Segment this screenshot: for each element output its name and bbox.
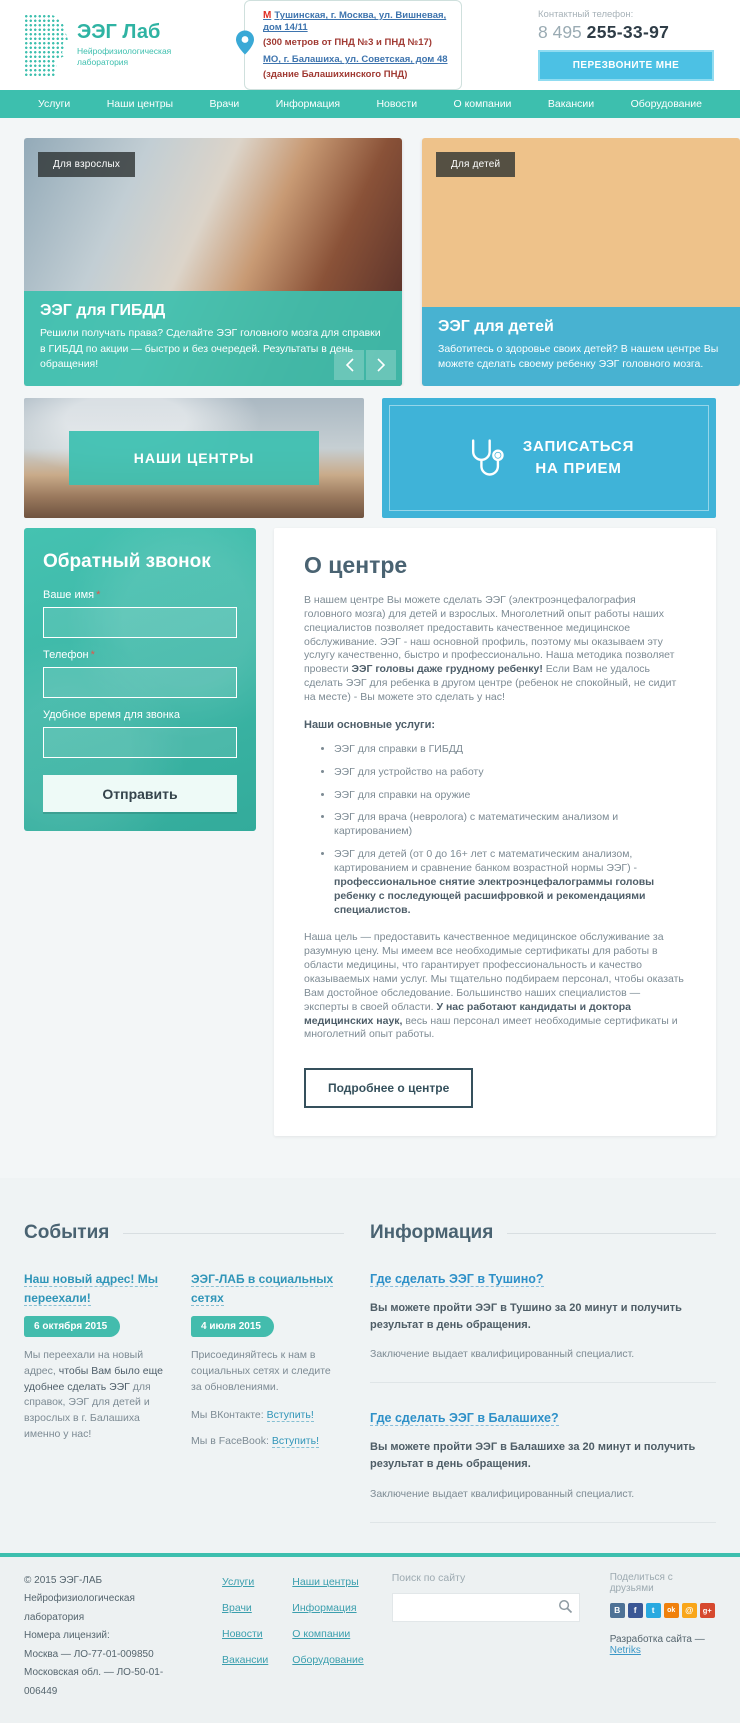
map-pin-icon	[236, 31, 254, 60]
callback-form	[24, 528, 256, 831]
nav-item-news[interactable]: Новости	[376, 98, 418, 110]
info-item	[370, 1270, 716, 1383]
required-mark: *	[96, 589, 101, 601]
our-centers-banner[interactable]	[24, 398, 364, 518]
nav-item-centers[interactable]: Наши центры	[106, 98, 174, 110]
footer-link-vacancies[interactable]: Вакансии	[222, 1653, 269, 1666]
slide-title: ЭЭГ для детей	[438, 317, 554, 335]
search-button[interactable]	[555, 1596, 576, 1620]
nav-item-services[interactable]: Услуги	[38, 98, 71, 110]
nav-item-about-company[interactable]: О компании	[453, 98, 512, 110]
info-title-link-balashiha[interactable]: Где сделать ЭЭГ в Балашихе?	[370, 1411, 559, 1426]
service-item: • ЭЭГ для справки в ГИБДД	[334, 743, 686, 757]
chevron-right-icon	[377, 358, 386, 372]
footer-link-equipment[interactable]: Оборудование	[292, 1653, 364, 1666]
slider-prev-button[interactable]	[334, 350, 364, 380]
phone-field[interactable]	[43, 667, 237, 698]
heading-divider	[507, 1233, 716, 1234]
appointment-banner[interactable]	[382, 398, 716, 518]
about-title: О центре	[304, 552, 408, 578]
metro-icon: М	[263, 10, 272, 22]
service-item: • ЭЭГ для устройство на работу	[334, 766, 686, 780]
info-item	[370, 1409, 716, 1522]
news-date-badge: 4 июля 2015	[191, 1316, 274, 1337]
name-field[interactable]	[43, 607, 237, 638]
service-item: • ЭЭГ для детей (от 0 до 16+ лет с математическим анализом, картированием и сравнение банком возрастной нормы ЭЭГ) - профессиональное снятие электроэнцефалограммы головы ребенку с последующей расшифровкой и рекомендациями специалистов.	[334, 848, 686, 917]
main-content-row	[24, 528, 716, 1136]
footer-nav	[222, 1572, 364, 1702]
chevron-left-icon	[345, 358, 354, 372]
fb-join-link[interactable]: Вступить!	[271, 1435, 320, 1448]
address-link-balashiha[interactable]: МО, г. Балашиха, ул. Советская, дом 48	[263, 54, 448, 66]
mailru-icon[interactable]: @	[682, 1603, 697, 1618]
info-lead: Вы можете пройти ЭЭГ в Балашихе за 20 минут и получить результат в день обращения.	[370, 1441, 696, 1471]
address-link-tushino[interactable]: М Тушинская, г. Москва, ул. Вишневая, дом 14/11	[263, 10, 447, 34]
about-center-card	[274, 528, 716, 1136]
social-icons	[610, 1603, 716, 1618]
copyright: © 2015 ЭЭГ-ЛАБ	[24, 1574, 103, 1586]
our-centers-label: НАШИ ЦЕНТРЫ	[69, 431, 319, 485]
info-lead: Вы можете пройти ЭЭГ в Тушино за 20 минут и получить результат в день обращения.	[370, 1302, 682, 1332]
facebook-icon[interactable]: f	[628, 1603, 643, 1618]
twitter-icon[interactable]: t	[646, 1603, 661, 1618]
lower-section	[0, 1178, 740, 1552]
contact-label: Контактный телефон:	[538, 9, 634, 20]
appointment-label: ЗАПИСАТЬСЯ НА ПРИЕМ	[522, 437, 635, 477]
phone-field-label: Телефон *	[43, 649, 95, 661]
logo-title: ЭЭГ Лаб	[77, 21, 161, 44]
services-list	[334, 743, 686, 918]
slide-text: Решили получать права? Сделайте ЭЭГ головного мозга для справки в ГИБДД по акции — быстро и без очередей. Результаты в день обращения!	[40, 327, 381, 370]
info-text: Заключение выдает квалифицированный специалист.	[370, 1487, 635, 1500]
logo-face-icon	[24, 14, 68, 76]
nav-item-equipment[interactable]: Оборудование	[630, 98, 702, 110]
info-text: Заключение выдает квалифицированный специалист.	[370, 1348, 635, 1361]
call-me-back-button[interactable]: ПЕРЕЗВОНИТЕ МНЕ	[538, 50, 714, 81]
news-item	[24, 1270, 177, 1447]
license-region: Московская обл. — ЛО-50-01-006449	[24, 1667, 164, 1697]
site-header	[0, 0, 740, 90]
service-item: • ЭЭГ для справки на оружие	[334, 789, 686, 803]
credits: Разработка сайта — Netriks	[609, 1633, 705, 1656]
news-title-link[interactable]: Наш новый адрес! Мы переехали!	[24, 1272, 158, 1305]
slide-eeg-children[interactable]	[422, 138, 740, 386]
banner-row	[24, 398, 716, 518]
about-paragraph-2: Наша цель — предоставить качественное медицинское обслуживание за разумную цену. Мы имеем все необходимые сертификаты для работы в области медицины, что гарантирует профессиональность и качество оказываемых нами услуг. Мы тщательно подбираем персонал, чтобы оказать Вам достойное обследование. Большинство наших специалистов — эксперты в своей области. У нас работают кандидаты и доктора медицинских наук, весь наш персонал имеет необходимые сертификаты и многолетний опыт работы.	[304, 931, 684, 1041]
slide-overlay	[422, 307, 740, 386]
slide-eeg-gibdd[interactable]	[24, 138, 402, 386]
netriks-link[interactable]: Netriks	[609, 1644, 641, 1656]
footer-link-information[interactable]: Информация	[292, 1601, 357, 1614]
info-title-link-tushino[interactable]: Где сделать ЭЭГ в Тушино?	[370, 1272, 544, 1287]
slider-next-button[interactable]	[366, 350, 396, 380]
nav-item-information[interactable]: Информация	[275, 98, 341, 110]
slide-badge-children: Для детей	[436, 152, 515, 177]
footer-link-doctors[interactable]: Врачи	[222, 1601, 252, 1614]
company-name: Нейрофизиологическая лаборатория	[24, 1593, 135, 1623]
stethoscope-icon	[464, 435, 508, 481]
events-column	[24, 1222, 344, 1522]
slide-badge-adults: Для взрослых	[38, 152, 135, 177]
phone-number: 8 495 255-33-97	[538, 22, 670, 42]
slider-arrows	[334, 350, 396, 380]
license-moscow: Москва — ЛО-77-01-009850	[24, 1648, 154, 1660]
share-label: Поделиться с друзьями	[609, 1571, 673, 1594]
licenses-label: Номера лицензий:	[24, 1630, 110, 1642]
fb-join-line: Мы в FaceBook: Вступить!	[191, 1435, 320, 1448]
site-logo[interactable]	[24, 14, 228, 76]
news-item	[191, 1270, 344, 1447]
hero-slider	[24, 138, 740, 386]
site-search	[392, 1572, 580, 1702]
events-heading: События	[24, 1222, 110, 1244]
odnoklassniki-icon[interactable]: ok	[664, 1603, 679, 1618]
vk-join-line: Мы ВКонтакте: Вступить!	[191, 1409, 314, 1422]
nav-item-vacancies[interactable]: Вакансии	[547, 98, 595, 110]
search-icon	[558, 1599, 573, 1614]
contact-block	[538, 9, 716, 81]
news-title-link[interactable]: ЭЭГ-ЛАБ в социальных сетях	[191, 1272, 334, 1305]
footer-link-centers[interactable]: Наши центры	[292, 1575, 359, 1588]
time-field[interactable]	[43, 727, 237, 758]
more-about-center-button[interactable]: Подробнее о центре	[304, 1068, 473, 1108]
vk-icon[interactable]: В	[610, 1603, 625, 1618]
news-date-badge: 6 октября 2015	[24, 1316, 120, 1337]
logo-subtitle: Нейрофизиологическая лаборатория	[77, 46, 172, 67]
information-heading: Информация	[370, 1222, 494, 1244]
information-column	[370, 1222, 716, 1522]
footer-link-services[interactable]: Услуги	[222, 1575, 255, 1588]
news-text: Мы переехали на новый адрес, чтобы Вам было еще удобнее сделать ЭЭГ для справок, ЭЭГ для детей и взрослых в г. Балашиха именно у нас!	[24, 1349, 163, 1440]
nav-item-doctors[interactable]: Врачи	[209, 98, 240, 110]
address-note-tushino: (300 метров от ПНД №3 и ПНД №17)	[263, 36, 432, 48]
footer-company-info	[24, 1572, 196, 1702]
address-note-balashiha: (здание Балашихинского ПНД)	[263, 68, 408, 80]
heading-divider	[123, 1233, 344, 1234]
footer-share	[610, 1572, 716, 1702]
required-mark: *	[90, 649, 95, 661]
search-label: Поиск по сайту	[391, 1571, 466, 1584]
about-paragraph-1: В нашем центре Вы можете сделать ЭЭГ (электроэнцефалография головного мозга) для детей и взрослых. Многолетний опыт работы наших специалистов позволяет предоставить качественное медицинское обслуживание. ЭЭГ - наш основной профиль, поэтому мы оказываем эту услугу качественно, быстро и профессионально. Наша методика позволяет провести ЭЭГ головы даже грудному ребенку! Если Вам не удалось сделать ЭЭГ для ребенка в другом центре (ребенок не спокойный, не сидит на месте) - Вы можете это сделать у нас!	[304, 594, 677, 704]
main-nav	[0, 90, 740, 118]
callback-form-title: Обратный звонок	[43, 551, 211, 572]
name-field-label: Ваше имя *	[43, 589, 101, 601]
services-heading: Наши основные услуги:	[304, 718, 436, 731]
news-text: Присоединяйтесь к нам в социальных сетях и следите за обновлениями.	[191, 1349, 331, 1393]
time-field-label: Удобное время для звонка	[43, 709, 180, 721]
address-box	[244, 0, 462, 90]
slide-text: Заботитесь о здоровье своих детей? В нашем центре Вы можете сделать своему ребенку ЭЭГ головного мозга.	[438, 342, 719, 370]
site-footer	[0, 1553, 740, 1723]
submit-button[interactable]: Отправить	[43, 775, 237, 812]
footer-link-news[interactable]: Новости	[222, 1627, 263, 1640]
slide-title: ЭЭГ для ГИБДД	[40, 302, 166, 320]
vk-join-link[interactable]: Вступить!	[266, 1409, 314, 1422]
search-input[interactable]	[392, 1593, 580, 1622]
footer-link-about-company[interactable]: О компании	[292, 1627, 351, 1640]
googleplus-icon[interactable]: g+	[700, 1603, 715, 1618]
service-item: • ЭЭГ для врача (невролога) с математическим анализом и картированием)	[334, 811, 686, 839]
